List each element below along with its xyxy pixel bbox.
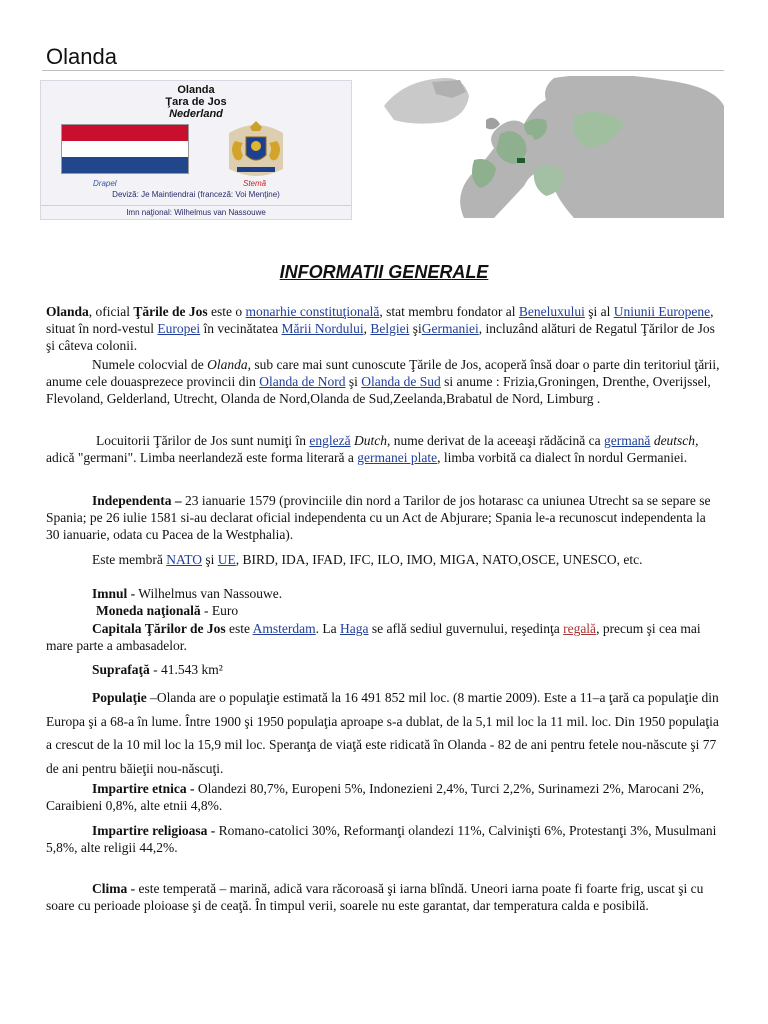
title-divider: [42, 70, 724, 71]
currency-line: Moneda naţională - Euro: [96, 603, 239, 618]
religion-paragraph: Impartire religioasa - Romano-catolici 30%, Reformanţi olandezi 11%, Calvinişti 6%, Protestanţi 3%, Musulmani 5,8%, alte religii 44,2%.: [46, 823, 717, 855]
arms-caption[interactable]: Stemă: [243, 179, 267, 188]
infobox-anthem: Imn naţional: Wilhelmus van Nassouwe: [41, 205, 351, 217]
infobox-official-name: Ţara de Jos: [165, 96, 227, 108]
europe-locator-map: [374, 76, 724, 218]
link-europa[interactable]: Europei: [157, 321, 201, 336]
membership-paragraph: Este membră NATO şi UE, BIRD, IDA, IFAD, IFC, ILO, IMO, MIGA, NATO,OSCE, UNESCO, etc.: [92, 552, 643, 567]
climate-paragraph: Clima - este temperată – marină, adică vara răcoroasă şi iarna blîndă. Uneori iarna poate fi foarte frig, uscat şi cu soare cu perioade ploioase şi de ceaţă. În timpul verii, soarele nu este garantat, dar temperatura calda e posibilă.: [46, 881, 704, 913]
area-line: Suprafaţă - 41.543 km²: [92, 662, 223, 677]
link-nato[interactable]: NATO: [166, 552, 202, 567]
flag-caption[interactable]: Drapel: [93, 179, 117, 188]
page-title: Olanda: [46, 44, 117, 69]
link-belgia[interactable]: Belgiei: [370, 321, 410, 336]
country-infobox: [40, 80, 352, 220]
link-olanda-de-nord[interactable]: Olanda de Nord: [259, 374, 346, 389]
link-ue[interactable]: Uniunii Europene: [613, 304, 711, 319]
ethnic-paragraph: Impartire etnica - Olandezi 80,7%, Europeni 5%, Indonezieni 2,4%, Turci 2,2%, Surinamezi 2%, Marocani 2%, Caraibieni 0,8%, alte etnii 4,8%.: [46, 781, 704, 813]
link-monarhie[interactable]: monarhie constituţională: [245, 304, 380, 319]
link-germania[interactable]: Germaniei: [421, 321, 479, 336]
independence-paragraph: Independenta – 23 ianuarie 1579 (provinciile din nord a Tarilor de jos hotarasc ca uniunea Utrecht sa se separe se Spania; pe 26 iulie 1581 si-au declarat oficial independenta cu un Act de Abjurare; Spania le-a recunoscut independenta la 30 ianuarie, odata cu Pacea de la Westphalia).: [46, 493, 711, 542]
intro-paragraph: Olanda, oficial Ţările de Jos este o monarhie constituţională, stat membru fondator al Beneluxului şi al Uniunii Europene, situat în nord-vestul Europei în vecinătatea Mării Nordului, Belgiei şiGermaniei, incluzând alături de Regatul Ţărilor de Jos şi câteva colonii.: [46, 304, 715, 353]
link-regala[interactable]: regală: [563, 621, 597, 636]
infobox-native-name: Nederland: [169, 108, 223, 120]
link-engleza[interactable]: engleză: [309, 433, 351, 448]
link-germana-plata[interactable]: germanei plate: [357, 450, 438, 465]
link-germana[interactable]: germană: [603, 433, 651, 448]
link-haga[interactable]: Haga: [340, 621, 369, 636]
coat-of-arms-icon[interactable]: [221, 119, 291, 181]
population-paragraph: Populaţie –Olanda are o populaţie estimată la 16 491 852 mil loc. (8 martie 2009). Este a 11–a ţară ca populaţie din Europa şi a 68-a în lume. Între 1900 şi 1950 populaţia aproape s-a dublat, de la 5,1 mil loc la 11 mil. loc. Din 1950 populaţia a crescut de la 10 mil loc la 15,9 mil loc. Speranţa de viaţă este ridicată în Olanda - 82 de ani pentru fetele nou-născute şi 77 de ani pentru băieţii nou-născuţi.: [46, 690, 719, 776]
link-olanda-de-sud[interactable]: Olanda de Sud: [361, 374, 441, 389]
language-paragraph: Locuitorii Ţărilor de Jos sunt numiţi în engleză Dutch, nume derivat de la aceeaşi rădăcină ca germană deutsch, adică "germani". Limba neerlandeză este forma literară a germanei plate, limba vorbită ca dialect în nordul Germaniei.: [46, 433, 699, 465]
anthem-line: Imnul - Wilhelmus van Nassouwe.: [92, 586, 283, 601]
link-amsterdam[interactable]: Amsterdam: [252, 621, 316, 636]
netherlands-flag[interactable]: [61, 124, 189, 174]
infobox-name: Olanda: [177, 84, 215, 96]
infobox-motto: Deviză: Je Maintiendrai (franceză: Voi Menţine): [112, 190, 280, 199]
link-benelux[interactable]: Beneluxului: [518, 304, 585, 319]
provinces-paragraph: Numele colocvial de Olanda, sub care mai sunt cunoscute Ţările de Jos, acoperă însă doar o parte din teritoriul ţării, anume cele douasprezece provincii din Olanda de Nord şi Olanda de Sud si anume : Frizia,Groningen, Drenthe, Overijssel, Flevoland, Gelderland, Utrecht, Olanda de Nord,Olanda de Sud,Zeelanda,Brabatul de Nord, Limburg .: [46, 357, 720, 406]
section-title: INFORMATII GENERALE: [279, 262, 489, 282]
link-ue-short[interactable]: UE: [217, 552, 236, 567]
capital-paragraph: Capitala Ţărilor de Jos este Amsterdam. La Haga se află sediul guvernului, reşedinţa regală, precum şi cea mai mare parte a ambasadelor.: [46, 621, 701, 653]
link-marea-nordului[interactable]: Mării Nordului: [281, 321, 364, 336]
